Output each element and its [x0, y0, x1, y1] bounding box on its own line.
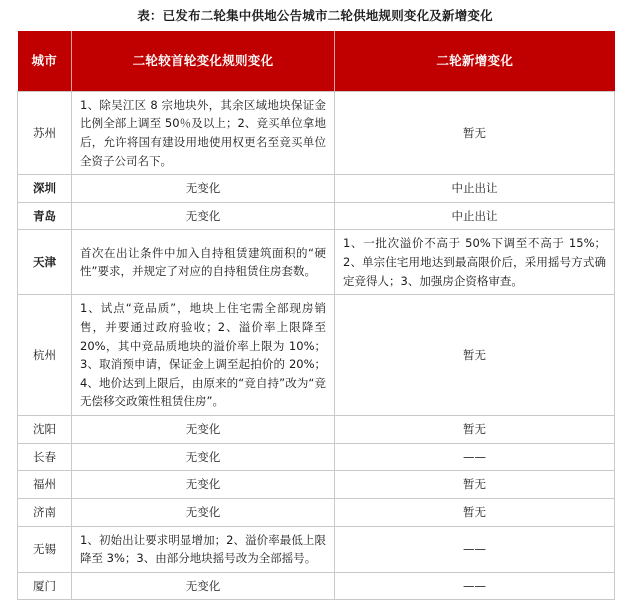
- table-row: [18, 572, 615, 600]
- cell-rule-change: 无变化: [72, 202, 335, 230]
- cell-rule-change: 1、试点“竞品质”，地块上住宅需全部现房销售，并要通过政府验收；2、溢价率上限降至 20%，其中竞品质地块的溢价率上限为 10%；3、取消预申请，保证金上调至起拍价的 20%；4、地价达到上限后，由原来的“竞自持”改为“竞无偿移交政策性租赁住房”。: [72, 295, 335, 416]
- cell-city: 福州: [18, 471, 72, 499]
- table-row: [18, 295, 615, 416]
- cell-rule-change: 1、除吴江区 8 宗地块外，其余区域地块保证金比例全部上调至 50％及以上；2、竞买单位拿地后，允许将国有建设用地使用权更名至竞买单位全资子公司名下。: [72, 91, 335, 175]
- cell-new-change: 1、一批次溢价不高于 50%下调至不高于 15%；2、单宗住宅用地达到最高限价后，采用摇号方式确定竞得人；3、加强房企资格审查。: [335, 230, 615, 295]
- cell-rule-change: 无变化: [72, 572, 335, 600]
- table-row: [18, 498, 615, 526]
- cell-new-change: 暂无: [335, 416, 615, 444]
- table-header-row: [18, 31, 615, 92]
- cell-city: 长春: [18, 443, 72, 471]
- cell-new-change: 暂无: [335, 498, 615, 526]
- table-row: [18, 526, 615, 572]
- cell-city: 厦门: [18, 572, 72, 600]
- cell-city: 杭州: [18, 295, 72, 416]
- cell-rule-change: 无变化: [72, 443, 335, 471]
- table-row: [18, 230, 615, 295]
- cell-new-change: 中止出让: [335, 202, 615, 230]
- cell-new-change: 中止出让: [335, 175, 615, 203]
- table-container: [17, 31, 614, 600]
- cell-city: 沈阳: [18, 416, 72, 444]
- table-body: [18, 91, 615, 600]
- table-header: [18, 31, 615, 92]
- column-header-city: 城市: [18, 31, 72, 92]
- cell-city: 深圳: [18, 175, 72, 203]
- cell-city: 无锡: [18, 526, 72, 572]
- table-row: [18, 91, 615, 175]
- cell-rule-change: 1、初始出让要求明显增加；2、溢价率最低上限降至 3%；3、由部分地块摇号改为全部摇号。: [72, 526, 335, 572]
- cell-new-change: ——: [335, 572, 615, 600]
- cell-city: 济南: [18, 498, 72, 526]
- cell-new-change: 暂无: [335, 471, 615, 499]
- cell-city: 天津: [18, 230, 72, 295]
- cell-new-change: ——: [335, 443, 615, 471]
- supply-rule-change-table: [17, 31, 615, 600]
- cell-city: 青岛: [18, 202, 72, 230]
- column-header-rule-change: 二轮较首轮变化规则变化: [72, 31, 335, 92]
- cell-new-change: 暂无: [335, 295, 615, 416]
- cell-new-change: 暂无: [335, 91, 615, 175]
- cell-city: 苏州: [18, 91, 72, 175]
- table-row: [18, 471, 615, 499]
- cell-rule-change: 无变化: [72, 175, 335, 203]
- table-row: [18, 202, 615, 230]
- cell-rule-change: 无变化: [72, 416, 335, 444]
- cell-rule-change: 无变化: [72, 471, 335, 499]
- table-row: [18, 443, 615, 471]
- cell-rule-change: 首次在出让条件中加入自持租赁建筑面积的“硬性”要求，并规定了对应的自持租赁住房套数。: [72, 230, 335, 295]
- page-title: 表：已发布二轮集中供地公告城市二轮供地规则变化及新增变化: [137, 8, 493, 23]
- cell-rule-change: 无变化: [72, 498, 335, 526]
- cell-new-change: ——: [335, 526, 615, 572]
- table-row: [18, 416, 615, 444]
- column-header-new-change: 二轮新增变化: [335, 31, 615, 92]
- table-row: [18, 175, 615, 203]
